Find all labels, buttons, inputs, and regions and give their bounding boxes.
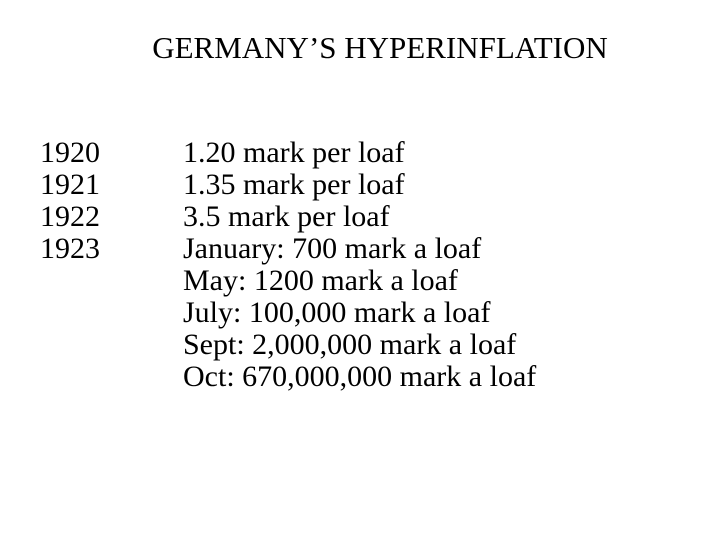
year-column — [40, 137, 100, 265]
price-1923-january: January: 700 mark a loaf — [183, 232, 482, 265]
price-1922: 3.5 mark per loaf — [183, 200, 390, 233]
price-1920: 1.20 mark per loaf — [183, 136, 405, 169]
price-1923-sept: Sept: 2,000,000 mark a loaf — [183, 328, 517, 361]
price-1921: 1.35 mark per loaf — [183, 168, 405, 201]
year-1921: 1921 — [40, 168, 100, 201]
year-1920: 1920 — [40, 136, 100, 169]
price-column — [183, 137, 536, 393]
price-1923-oct: Oct: 670,000,000 mark a loaf — [183, 360, 537, 393]
slide-title: GERMANY’S HYPERINFLATION — [152, 30, 608, 65]
price-1923-july: July: 100,000 mark a loaf — [183, 296, 491, 329]
year-1923: 1923 — [40, 232, 100, 265]
year-1922: 1922 — [40, 200, 100, 233]
price-1923-may: May: 1200 mark a loaf — [183, 264, 458, 297]
